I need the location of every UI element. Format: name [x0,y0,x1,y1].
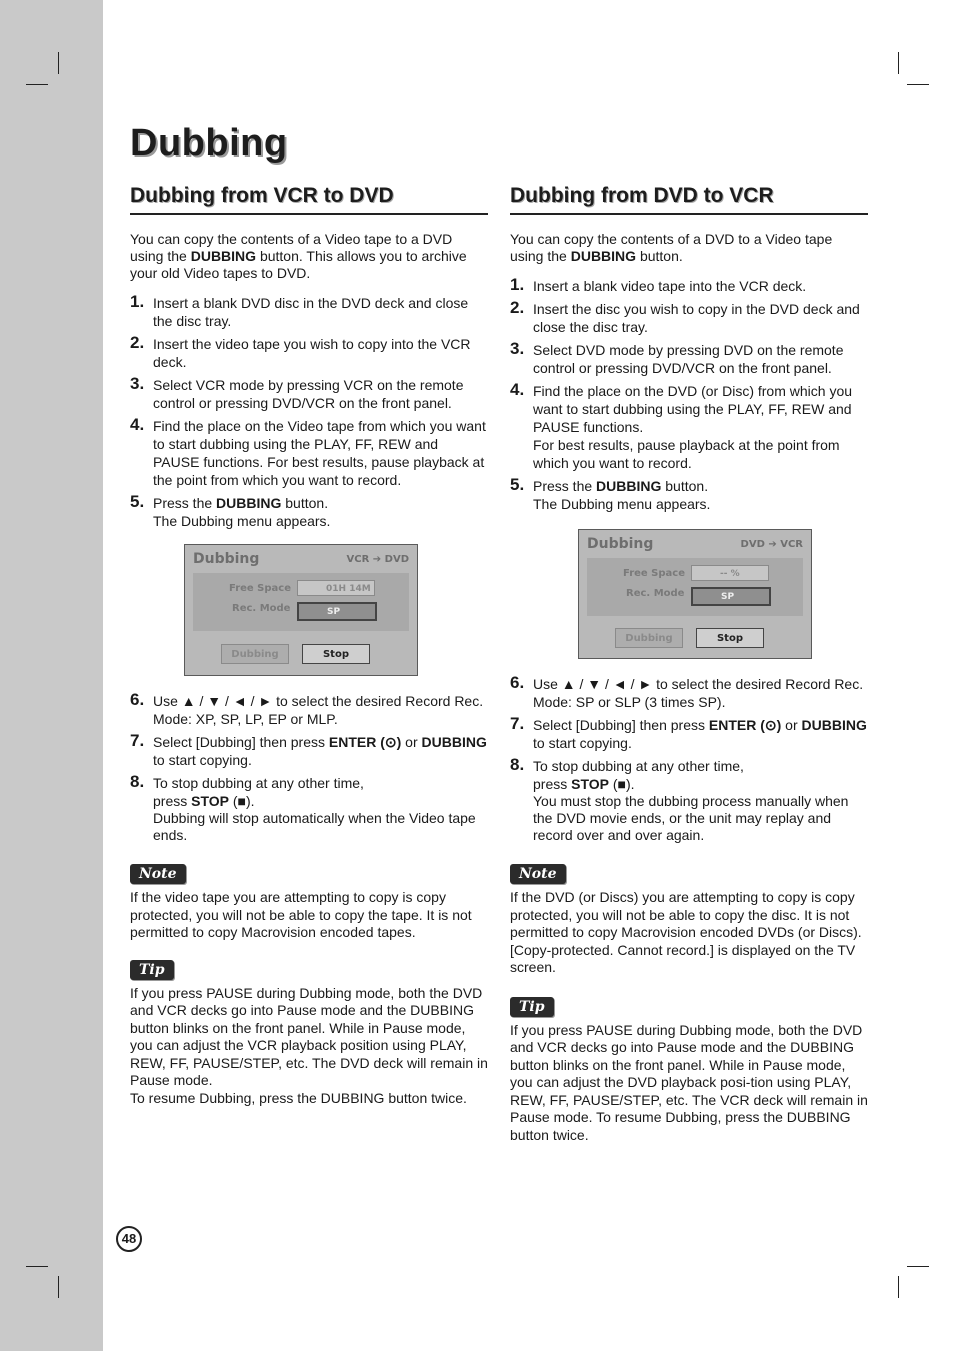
step-number: 8. [130,772,145,791]
step-text: Insert the disc you wish to copy in the DVD deck and close the disc tray. [533,301,860,335]
step-number: 6. [130,690,145,709]
note-block [510,864,868,977]
step-subtext: The Dubbing menu appears. [533,496,711,512]
step-text-part: To stop dubbing at any other time, [533,758,744,774]
screen-direction: VCR ➔ DVD [346,554,409,565]
step-number: 5. [510,475,525,494]
step-bold: STOP [571,776,609,792]
note-block [130,864,488,942]
step-5 [130,492,488,530]
step-bold: ENTER (⊙) [708,717,782,733]
crop-mark [26,1266,48,1267]
step-text-part: to start copying. [153,752,252,768]
step-text-part: Press the [533,478,597,494]
tip-text: If you press PAUSE during Dubbing mode, both the DVD and VCR decks go into Pause mode and the DUBBING button blinks on the front panel. While in Pause mode, you can adjust the VCR playback position using PLAY, REW, FF, PAUSE/STEP, etc. The DVD deck will remain in Pause mode. [130,984,488,1088]
step-text: Insert a blank video tape into the VCR deck. [533,278,807,294]
step-text: Use ▲ / ▼ / ◄ / ► to select the desired Record Rec. Mode: XP, SP, LP, EP or MLP. [153,693,484,727]
step-text [153,731,488,769]
step-text-part: or [401,734,422,750]
step-4 [130,415,488,489]
section-dvd-to-vcr [510,184,868,1144]
step-subtext: Dubbing will stop automatically when the Video tape ends. [153,810,476,843]
rec-mode-select[interactable]: SP [691,587,771,606]
tip-text: To resume Dubbing, press the DUBBING button twice. [130,1089,467,1106]
step-text-part: button. [281,495,329,511]
step-text-part: To stop dubbing at any other time, [153,775,364,791]
section-vcr-to-dvd [130,184,488,1107]
rec-mode-label: Rec. Mode [626,588,685,599]
step-text: Insert the video tape you wish to copy into the VCR deck. [153,336,471,370]
step-7 [510,714,868,752]
step-text-part: Select [Dubbing] then press [153,734,329,750]
stop-button[interactable]: Stop [302,644,370,664]
step-text-part: press [153,793,192,809]
free-space-label: Free Space [229,583,291,594]
step-number: 5. [130,492,145,511]
note-badge: Note [130,864,186,884]
step-bold: DUBBING [801,717,867,733]
dubbing-menu-screen [578,529,812,659]
step-text [153,772,488,844]
step-bold: STOP [191,793,229,809]
crop-mark [907,84,929,85]
step-text-part: button. [661,478,709,494]
step-number: 3. [130,374,145,393]
step-text [533,475,710,513]
step-number: 7. [510,714,525,733]
step-subtext: For best results, pause playback at the point from which you want to record. [533,437,840,471]
page-title: Dubbing [130,122,288,164]
step-bold: DUBBING [596,478,662,494]
rec-mode-select[interactable]: SP [297,602,377,621]
tip-block [510,997,868,1145]
step-4 [510,380,868,472]
crop-mark [58,52,59,74]
crop-mark [26,84,48,85]
tip-block [130,960,488,1108]
step-text-part: Press the [153,495,217,511]
crop-mark [58,1276,59,1298]
intro-paragraph [510,231,868,265]
step-text: Select VCR mode by pressing VCR on the remote control or pressing DVD/VCR on the front panel. [153,377,464,411]
rec-mode-label: Rec. Mode [232,603,291,614]
section-heading: Dubbing from DVD to VCR [510,184,868,215]
step-number: 4. [130,415,145,434]
step-number: 2. [130,333,145,352]
step-number: 1. [130,292,145,311]
dubbing-button[interactable]: Dubbing [615,628,683,648]
step-text: Find the place on the Video tape from which you want to start dubbing using the PLAY, FF, REW and PAUSE functions. For best results, pause playback at the point from which you want to record. [153,418,486,488]
step-bold: ENTER (⊙) [328,734,402,750]
screen-direction: DVD ➔ VCR [740,539,803,550]
intro-bold: DUBBING [570,248,637,264]
note-text: If the DVD (or Discs) you are attempting to copy is copy protected, you will not be able to copy the disc. It is not permitted to copy Macrovision encoded DVDs (or Discs). [Copy-protected. Cannot record.] is displayed on the TV screen. [510,889,862,975]
free-space-value: 01H 14M [297,580,375,596]
step-6 [510,673,868,711]
step-bold: DUBBING [421,734,487,750]
step-text [533,714,868,752]
screen-title: Dubbing [193,551,260,567]
step-6 [130,690,488,728]
free-space-value: -- % [691,565,769,581]
step-number: 1. [510,275,525,294]
step-1 [510,275,868,295]
note-text: If the video tape you are attempting to copy is copy protected, you will not be able to copy the tape. It is not permitted to copy Macrovision encoded tapes. [130,889,472,940]
intro-text-end: button. This allows you to archive your old Video tapes to DVD. [130,248,467,281]
step-number: 4. [510,380,525,399]
step-5 [510,475,868,513]
step-text: Use ▲ / ▼ / ◄ / ► to select the desired Record Rec. Mode: SP or SLP (3 times SP). [533,676,864,710]
tip-text: If you press PAUSE during Dubbing mode, both the DVD and VCR decks go into Pause mode and the DUBBING button blinks on the front panel. While in Pause mode, you can adjust the DVD playback posi-tion using PLAY, REW, FF, PAUSE/STEP, etc. The VCR deck will remain in Pause mode. To resume Dubbing, press the DUBBING button twice. [510,1021,868,1143]
free-space-label: Free Space [623,568,685,579]
step-text-part: (■). [609,776,635,792]
step-text [533,380,868,472]
step-number: 7. [130,731,145,750]
step-text-part: or [781,717,802,733]
step-3 [130,374,488,412]
crop-mark [898,1276,899,1298]
step-8 [510,755,868,844]
page-margin-bar [0,0,103,1351]
dubbing-button[interactable]: Dubbing [221,644,289,664]
step-3 [510,339,868,377]
step-number: 2. [510,298,525,317]
step-text-part: (■). [229,793,255,809]
intro-bold: DUBBING [190,248,257,264]
step-1 [130,292,488,330]
note-badge: Note [510,864,566,884]
intro-text: You can copy the contents of a Video tape to a DVD using the [130,231,453,264]
stop-button[interactable]: Stop [696,628,764,648]
step-text [153,492,330,530]
step-text [533,755,868,844]
intro-text-end: button. [636,248,683,264]
step-number: 6. [510,673,525,692]
intro-text: You can copy the contents of a DVD to a Video tape using the [510,231,833,264]
section-heading: Dubbing from VCR to DVD [130,184,488,215]
crop-mark [898,52,899,74]
step-bold: DUBBING [216,495,282,511]
screen-title: Dubbing [587,536,654,552]
dubbing-menu-screen [184,544,418,676]
step-2 [130,333,488,371]
tip-badge: Tip [130,960,174,980]
step-number: 8. [510,755,525,774]
step-text: Select DVD mode by pressing DVD on the remote control or pressing DVD/VCR on the front panel. [533,342,844,376]
step-text-part: Find the place on the DVD (or Disc) from which you want to start dubbing using the PLAY, FF, REW and PAUSE functions. [533,383,853,435]
step-subtext: The Dubbing menu appears. [153,513,331,529]
page-number: 48 [116,1226,142,1252]
step-number: 3. [510,339,525,358]
step-text-part: to start copying. [533,735,632,751]
intro-paragraph [130,231,488,282]
step-text-part: Select [Dubbing] then press [533,717,709,733]
step-text: Insert a blank DVD disc in the DVD deck and close the disc tray. [153,295,469,329]
step-8 [130,772,488,844]
step-2 [510,298,868,336]
step-text-part: press [533,776,572,792]
step-subtext: You must stop the dubbing process manually when the DVD movie ends, or the unit may replay and record over and over again. [533,793,849,843]
tip-badge: Tip [510,997,554,1017]
crop-mark [907,1266,929,1267]
step-7 [130,731,488,769]
